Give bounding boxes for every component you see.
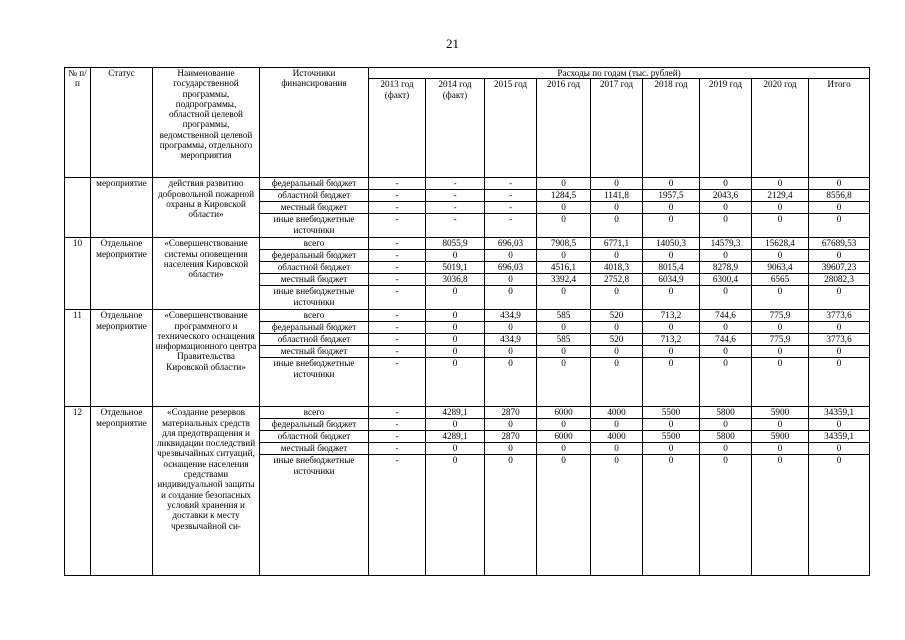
amount-cell: - bbox=[369, 274, 426, 286]
amount-cell: - bbox=[485, 178, 537, 190]
amount-cell: 6300,4 bbox=[700, 274, 752, 286]
amount-cell: 0 bbox=[643, 322, 700, 334]
amount-cell: 0 bbox=[537, 455, 591, 576]
amount-cell: - bbox=[426, 190, 485, 202]
amount-cell: 0 bbox=[752, 455, 809, 576]
amount-cell: 0 bbox=[485, 274, 537, 286]
amount-cell: - bbox=[369, 310, 426, 322]
amount-cell: 5900 bbox=[752, 407, 809, 419]
funding-source-cell: всего bbox=[260, 238, 369, 250]
amount-cell: 0 bbox=[700, 322, 752, 334]
amount-cell: 0 bbox=[700, 419, 752, 431]
header-year: 2015 год bbox=[485, 79, 537, 178]
table-row bbox=[65, 238, 870, 250]
amount-cell: 0 bbox=[700, 443, 752, 455]
funding-source-cell: иные внебюджетные источники bbox=[260, 286, 369, 310]
amount-cell: 0 bbox=[426, 455, 485, 576]
amount-cell: 696,03 bbox=[485, 262, 537, 274]
amount-cell: 5800 bbox=[700, 407, 752, 419]
amount-cell: 1284,5 bbox=[537, 190, 591, 202]
header-name: Наименование государственной программы, подпрограммы, областной целевой программы, ведомственной целевой программы, отдельного мероприятия bbox=[153, 68, 260, 178]
amount-cell: 713,2 bbox=[643, 334, 700, 346]
total-cell: 3773,6 bbox=[809, 310, 870, 322]
row-number: 10 bbox=[65, 238, 91, 310]
header-year: 2019 год bbox=[700, 79, 752, 178]
amount-cell: 0 bbox=[537, 214, 591, 238]
amount-cell: 0 bbox=[752, 322, 809, 334]
row-number bbox=[65, 178, 91, 238]
amount-cell: - bbox=[369, 250, 426, 262]
amount-cell: 0 bbox=[426, 358, 485, 407]
amount-cell: 5500 bbox=[643, 407, 700, 419]
amount-cell: 0 bbox=[752, 358, 809, 407]
amount-cell: 744,6 bbox=[700, 334, 752, 346]
amount-cell: 0 bbox=[643, 419, 700, 431]
amount-cell: 0 bbox=[591, 419, 643, 431]
amount-cell: 0 bbox=[752, 202, 809, 214]
amount-cell: 0 bbox=[700, 286, 752, 310]
amount-cell: - bbox=[369, 322, 426, 334]
amount-cell: - bbox=[485, 190, 537, 202]
amount-cell: - bbox=[369, 190, 426, 202]
amount-cell: 0 bbox=[643, 455, 700, 576]
funding-source-cell: иные внебюджетные источники bbox=[260, 214, 369, 238]
amount-cell: 1141,8 bbox=[591, 190, 643, 202]
amount-cell: 6000 bbox=[537, 431, 591, 443]
amount-cell: - bbox=[369, 346, 426, 358]
budget-table bbox=[64, 67, 870, 576]
amount-cell: - bbox=[369, 358, 426, 407]
program-name-cell: действия развитию добровольной пожарной охраны в Кировской области» bbox=[153, 178, 260, 238]
funding-source-cell: областной бюджет bbox=[260, 190, 369, 202]
amount-cell: 0 bbox=[752, 419, 809, 431]
total-cell: 0 bbox=[809, 214, 870, 238]
amount-cell: 0 bbox=[426, 250, 485, 262]
amount-cell: 0 bbox=[752, 286, 809, 310]
amount-cell: 8278,9 bbox=[700, 262, 752, 274]
total-cell: 34359,1 bbox=[809, 407, 870, 419]
amount-cell: 6034,9 bbox=[643, 274, 700, 286]
funding-source-cell: областной бюджет bbox=[260, 262, 369, 274]
program-name-cell: «Совершенствование программного и технического оснащения информационного центра Правительства Кировской области» bbox=[153, 310, 260, 407]
amount-cell: - bbox=[369, 214, 426, 238]
total-cell: 0 bbox=[809, 178, 870, 190]
total-cell: 8556,8 bbox=[809, 190, 870, 202]
amount-cell: 0 bbox=[537, 443, 591, 455]
row-number: 12 bbox=[65, 407, 91, 576]
table-row bbox=[65, 178, 870, 190]
amount-cell: 0 bbox=[591, 455, 643, 576]
amount-cell: 0 bbox=[591, 358, 643, 407]
total-cell: 0 bbox=[809, 443, 870, 455]
total-cell: 0 bbox=[809, 346, 870, 358]
amount-cell: 0 bbox=[752, 178, 809, 190]
amount-cell: 8055,9 bbox=[426, 238, 485, 250]
row-number: 11 bbox=[65, 310, 91, 407]
amount-cell: 0 bbox=[700, 346, 752, 358]
amount-cell: 9063,4 bbox=[752, 262, 809, 274]
amount-cell: 7908,5 bbox=[537, 238, 591, 250]
amount-cell: 0 bbox=[485, 322, 537, 334]
amount-cell: 0 bbox=[426, 322, 485, 334]
amount-cell: 8015,4 bbox=[643, 262, 700, 274]
header-no: № п/п bbox=[65, 68, 91, 178]
amount-cell: 4000 bbox=[591, 431, 643, 443]
amount-cell: 2870 bbox=[485, 431, 537, 443]
amount-cell: 0 bbox=[426, 443, 485, 455]
table-row bbox=[65, 407, 870, 419]
amount-cell: 5500 bbox=[643, 431, 700, 443]
amount-cell: 0 bbox=[537, 358, 591, 407]
funding-source-cell: местный бюджет bbox=[260, 346, 369, 358]
amount-cell: 15628,4 bbox=[752, 238, 809, 250]
amount-cell: - bbox=[369, 238, 426, 250]
amount-cell: 0 bbox=[591, 286, 643, 310]
amount-cell: 0 bbox=[537, 286, 591, 310]
amount-cell: - bbox=[369, 455, 426, 576]
program-name-cell: «Создание резервов материальных средств для предотвращения и ликвидации последствий чрезвычайных ситуаций, оснащение населения средствами индивидуальной защиты и создание безопасных условий хранения и доставки к месту чрезвычайной си- bbox=[153, 407, 260, 576]
amount-cell: 0 bbox=[485, 443, 537, 455]
amount-cell: - bbox=[369, 286, 426, 310]
total-cell: 0 bbox=[809, 250, 870, 262]
funding-source-cell: федеральный бюджет bbox=[260, 322, 369, 334]
amount-cell: - bbox=[369, 334, 426, 346]
amount-cell: 0 bbox=[537, 346, 591, 358]
amount-cell: 0 bbox=[485, 346, 537, 358]
total-cell: 0 bbox=[809, 455, 870, 576]
table-row bbox=[65, 310, 870, 322]
amount-cell: 0 bbox=[485, 358, 537, 407]
amount-cell: 5900 bbox=[752, 431, 809, 443]
header-year: 2016 год bbox=[537, 79, 591, 178]
amount-cell: 0 bbox=[700, 250, 752, 262]
amount-cell: 6000 bbox=[537, 407, 591, 419]
amount-cell: 0 bbox=[426, 286, 485, 310]
header-year: 2020 год bbox=[752, 79, 809, 178]
amount-cell: 520 bbox=[591, 310, 643, 322]
status-cell: мероприятие bbox=[91, 178, 153, 238]
amount-cell: 0 bbox=[537, 178, 591, 190]
amount-cell: 0 bbox=[591, 250, 643, 262]
funding-source-cell: всего bbox=[260, 407, 369, 419]
amount-cell: 5019,1 bbox=[426, 262, 485, 274]
amount-cell: 0 bbox=[426, 334, 485, 346]
total-cell: 0 bbox=[809, 419, 870, 431]
amount-cell: 0 bbox=[537, 322, 591, 334]
amount-cell: 2752,8 bbox=[591, 274, 643, 286]
amount-cell: 744,6 bbox=[700, 310, 752, 322]
amount-cell: - bbox=[369, 431, 426, 443]
total-cell: 0 bbox=[809, 358, 870, 407]
amount-cell: 4018,3 bbox=[591, 262, 643, 274]
amount-cell: 696,03 bbox=[485, 238, 537, 250]
page-number: 21 bbox=[446, 36, 459, 51]
amount-cell: 0 bbox=[643, 358, 700, 407]
header-status: Статус bbox=[91, 68, 153, 178]
amount-cell: 434,9 bbox=[485, 310, 537, 322]
amount-cell: 4289,1 bbox=[426, 431, 485, 443]
status-cell: Отдельное мероприятие bbox=[91, 310, 153, 407]
amount-cell: 520 bbox=[591, 334, 643, 346]
amount-cell: 0 bbox=[591, 202, 643, 214]
amount-cell: 14050,3 bbox=[643, 238, 700, 250]
amount-cell: 0 bbox=[591, 214, 643, 238]
amount-cell: 0 bbox=[426, 310, 485, 322]
amount-cell: 0 bbox=[700, 455, 752, 576]
amount-cell: - bbox=[485, 214, 537, 238]
amount-cell: 4516,1 bbox=[537, 262, 591, 274]
amount-cell: 3392,4 bbox=[537, 274, 591, 286]
program-name-cell: «Совершенствование системы оповещения населения Кировской области» bbox=[153, 238, 260, 310]
amount-cell: - bbox=[485, 202, 537, 214]
amount-cell: - bbox=[369, 419, 426, 431]
amount-cell: 775,9 bbox=[752, 334, 809, 346]
amount-cell: 0 bbox=[485, 286, 537, 310]
amount-cell: - bbox=[369, 262, 426, 274]
amount-cell: 0 bbox=[700, 178, 752, 190]
total-cell: 0 bbox=[809, 322, 870, 334]
amount-cell: 0 bbox=[537, 419, 591, 431]
funding-source-cell: иные внебюджетные источники bbox=[260, 455, 369, 576]
amount-cell: 434,9 bbox=[485, 334, 537, 346]
amount-cell: 0 bbox=[485, 455, 537, 576]
total-cell: 39607,23 bbox=[809, 262, 870, 274]
funding-source-cell: местный бюджет bbox=[260, 443, 369, 455]
amount-cell: - bbox=[369, 443, 426, 455]
amount-cell: 713,2 bbox=[643, 310, 700, 322]
amount-cell: 4000 bbox=[591, 407, 643, 419]
amount-cell: 2870 bbox=[485, 407, 537, 419]
amount-cell: 0 bbox=[700, 358, 752, 407]
funding-source-cell: федеральный бюджет bbox=[260, 178, 369, 190]
amount-cell: - bbox=[369, 407, 426, 419]
status-cell: Отдельное мероприятие bbox=[91, 238, 153, 310]
total-cell: 28082,3 bbox=[809, 274, 870, 286]
amount-cell: 0 bbox=[537, 250, 591, 262]
amount-cell: 0 bbox=[643, 214, 700, 238]
amount-cell: 0 bbox=[485, 250, 537, 262]
amount-cell: 6771,1 bbox=[591, 238, 643, 250]
status-cell: Отдельное мероприятие bbox=[91, 407, 153, 576]
amount-cell: - bbox=[426, 178, 485, 190]
funding-source-cell: местный бюджет bbox=[260, 274, 369, 286]
amount-cell: 0 bbox=[643, 286, 700, 310]
total-cell: 34359,1 bbox=[809, 431, 870, 443]
header-expenses: Расходы по годам (тыс. рублей) bbox=[369, 68, 870, 79]
funding-source-cell: областной бюджет bbox=[260, 334, 369, 346]
amount-cell: - bbox=[369, 202, 426, 214]
header-year: 2013 год (факт) bbox=[369, 79, 426, 178]
amount-cell: 585 bbox=[537, 334, 591, 346]
funding-source-cell: областной бюджет bbox=[260, 431, 369, 443]
amount-cell: 0 bbox=[643, 346, 700, 358]
table-body bbox=[65, 178, 870, 576]
funding-source-cell: федеральный бюджет bbox=[260, 250, 369, 262]
amount-cell: 0 bbox=[700, 202, 752, 214]
amount-cell: 0 bbox=[752, 214, 809, 238]
amount-cell: 0 bbox=[752, 250, 809, 262]
total-cell: 3773,6 bbox=[809, 334, 870, 346]
funding-source-cell: федеральный бюджет bbox=[260, 419, 369, 431]
header-source: Источники финансирования bbox=[260, 68, 369, 178]
amount-cell: 0 bbox=[426, 419, 485, 431]
amount-cell: 0 bbox=[643, 250, 700, 262]
amount-cell: 0 bbox=[752, 346, 809, 358]
amount-cell: 4289,1 bbox=[426, 407, 485, 419]
total-cell: 0 bbox=[809, 286, 870, 310]
funding-source-cell: местный бюджет bbox=[260, 202, 369, 214]
amount-cell: 0 bbox=[485, 419, 537, 431]
total-cell: 67689,53 bbox=[809, 238, 870, 250]
amount-cell: 2043,6 bbox=[700, 190, 752, 202]
amount-cell: 0 bbox=[426, 346, 485, 358]
header-year: 2014 год (факт) bbox=[426, 79, 485, 178]
amount-cell: 0 bbox=[537, 202, 591, 214]
amount-cell: 0 bbox=[591, 443, 643, 455]
amount-cell: - bbox=[426, 202, 485, 214]
amount-cell: - bbox=[426, 214, 485, 238]
amount-cell: 0 bbox=[700, 214, 752, 238]
amount-cell: 1957,5 bbox=[643, 190, 700, 202]
total-cell: 0 bbox=[809, 202, 870, 214]
header-year: 2018 год bbox=[643, 79, 700, 178]
amount-cell: 775,9 bbox=[752, 310, 809, 322]
amount-cell: 0 bbox=[591, 322, 643, 334]
amount-cell: 585 bbox=[537, 310, 591, 322]
amount-cell: - bbox=[369, 178, 426, 190]
amount-cell: 5800 bbox=[700, 431, 752, 443]
amount-cell: 0 bbox=[643, 202, 700, 214]
amount-cell: 0 bbox=[643, 178, 700, 190]
funding-source-cell: иные внебюджетные источники bbox=[260, 358, 369, 407]
amount-cell: 0 bbox=[752, 443, 809, 455]
amount-cell: 0 bbox=[643, 443, 700, 455]
amount-cell: 0 bbox=[591, 178, 643, 190]
header-year: 2017 год bbox=[591, 79, 643, 178]
funding-source-cell: всего bbox=[260, 310, 369, 322]
header-total: Итого bbox=[809, 79, 870, 178]
amount-cell: 2129,4 bbox=[752, 190, 809, 202]
amount-cell: 14579,3 bbox=[700, 238, 752, 250]
amount-cell: 6565 bbox=[752, 274, 809, 286]
amount-cell: 0 bbox=[591, 346, 643, 358]
amount-cell: 3036,8 bbox=[426, 274, 485, 286]
